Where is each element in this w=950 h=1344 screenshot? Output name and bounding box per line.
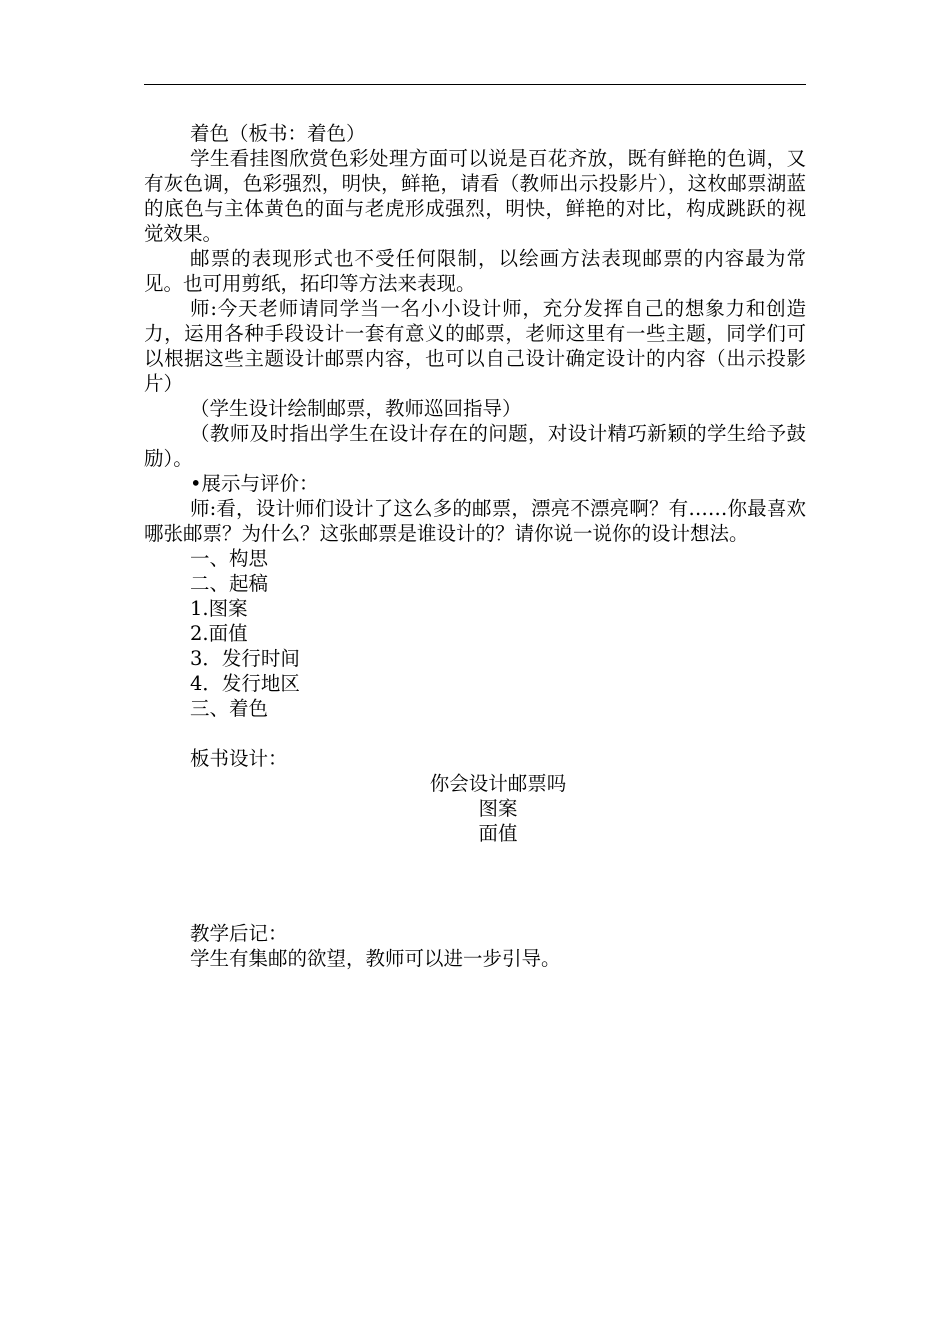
- forms-paragraph: 邮票的表现形式也不受任何限制，以绘画方法表现邮票的内容最为常见。也可用剪纸，拓印等方法来表现。: [144, 247, 806, 295]
- postscript-text: 学生有集邮的欲望，教师可以进一步引导。: [190, 947, 561, 970]
- outline-item: 2.面值: [190, 622, 248, 645]
- student-design-note: （学生设计绘制邮票，教师巡回指导）: [190, 397, 522, 420]
- outline-item: 4．发行地区: [190, 672, 300, 695]
- outline-item: 三、着色: [190, 697, 269, 720]
- appreciation-paragraph: 学生看挂图欣赏色彩处理方面可以说是百花齐放，既有鲜艳的色调，又有灰色调，色彩强烈，明快，鲜艳，请看（教师出示投影片），这枚邮票湖蓝的底色与主体黄色的面与老虎形成强烈，明快，鲜艳的对比，构成跳跃的视觉效果。: [144, 147, 806, 245]
- spacer: [144, 846, 806, 921]
- outline-item: 二、起稿: [190, 572, 269, 595]
- teacher-task-paragraph: 师:今天老师请同学当一名小小设计师，充分发挥自己的想象力和创造力，运用各种手段设计一套有意义的邮票，老师这里有一些主题，同学们可以根据这些主题设计邮票内容，也可以自己设计确定设计的内容（出示投影片）: [144, 297, 806, 395]
- teacher-look-paragraph: 师:看，设计师们设计了这么多的邮票，漂亮不漂亮啊？有……你最喜欢哪张邮票？为什么？这张邮票是谁设计的？请你说一说你的设计想法。: [144, 497, 806, 545]
- postscript-label: 教学后记：: [190, 922, 288, 945]
- board-design-label: 板书设计：: [190, 747, 288, 770]
- board-design-line: 图案: [478, 797, 518, 820]
- outline-item: 一、构思: [190, 547, 269, 570]
- spacer: [144, 721, 806, 746]
- show-evaluate-heading: •展示与评价：: [190, 472, 319, 495]
- board-design-line: 面值: [478, 822, 518, 845]
- document-body: [144, 121, 806, 971]
- board-design-title: 你会设计邮票吗: [429, 772, 567, 795]
- outline-item: 3．发行时间: [190, 647, 300, 670]
- outline-list: [144, 546, 806, 721]
- teacher-guidance-note: （教师及时指出学生在设计存在的问题，对设计精巧新颖的学生给予鼓励）。: [144, 422, 806, 470]
- outline-item: 1.图案: [190, 597, 248, 620]
- coloring-heading: 着色（板书：着色）: [190, 122, 366, 145]
- header-rule: [144, 84, 806, 85]
